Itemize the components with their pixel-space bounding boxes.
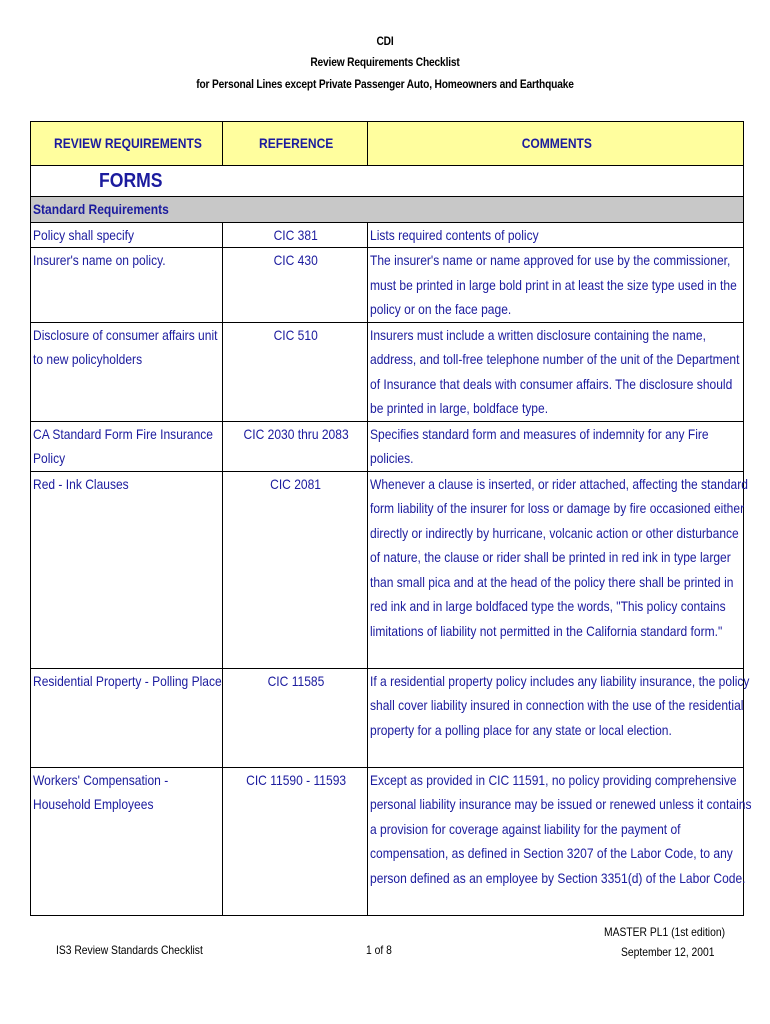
comment-line: a provision for coverage against liability for the payment of — [370, 820, 681, 837]
reference-code: CIC 2030 thru 2083 — [243, 425, 349, 442]
section-title: FORMS — [31, 166, 744, 197]
checklist-rows — [31, 222, 752, 915]
requirement-line: Disclosure of consumer affairs unit — [33, 326, 218, 343]
footer-edition: MASTER PL1 (1st edition) — [604, 925, 726, 939]
requirement-cell — [31, 767, 223, 915]
reference-code: CIC 510 — [273, 326, 319, 343]
table-row — [31, 471, 744, 668]
table-row — [31, 421, 744, 471]
reference-cell — [223, 421, 368, 471]
requirement-cell — [31, 222, 223, 248]
requirement-line: Policy shall specify — [33, 226, 135, 243]
section-row — [31, 166, 744, 197]
requirement-line: Red - Ink Clauses — [33, 475, 129, 492]
comment-line: The insurer's name or name approved for use by the commissioner, — [370, 252, 731, 268]
requirement-line: Workers' Compensation - — [33, 771, 169, 788]
table-row — [31, 248, 744, 323]
comment-line: limitations of liability not permitted in the California standard form." — [370, 622, 723, 639]
comments-cell — [368, 471, 748, 668]
comments-cell — [368, 222, 744, 248]
comment-line: directly or indirectly by hurricane, volcanic action or other disturbance — [370, 524, 739, 541]
reference-code: CIC 11590 - 11593 — [246, 771, 346, 788]
comment-line: Whenever a clause is inserted, or rider attached, affecting the standard — [370, 475, 748, 492]
comment-line: If a residential property policy includes any liability insurance, the policy — [370, 672, 750, 689]
comment-line: than small pica and at the head of the policy there shall be printed in — [370, 573, 734, 590]
comment-line: of nature, the clause or rider shall be printed in red ink in type larger — [370, 549, 731, 565]
doc-header-title: Review Requirements Checklist — [310, 55, 460, 69]
footer-doc-name: IS3 Review Standards Checklist — [56, 943, 203, 957]
requirement-line: Residential Property - Polling Place — [33, 672, 222, 689]
comments-cell — [368, 322, 744, 421]
comment-line: policies. — [370, 450, 414, 466]
comments-cell — [368, 668, 750, 767]
table-row — [31, 767, 744, 915]
col-header-reference: REFERENCE — [223, 122, 368, 166]
reference-code: CIC 2081 — [270, 475, 322, 492]
comment-line: be printed in large, boldface type. — [370, 400, 549, 416]
col-header-review: REVIEW REQUIREMENTS — [31, 122, 223, 166]
requirement-cell — [31, 248, 223, 323]
comment-line: Specifies standard form and measures of indemnity for any Fire — [370, 425, 709, 442]
subsection-title: Standard Requirements — [31, 197, 744, 223]
comment-line: of Insurance that deals with consumer affairs. The disclosure should — [370, 375, 733, 392]
table-row — [31, 322, 744, 421]
reference-cell — [223, 471, 368, 668]
comment-line: address, and toll-free telephone number of the unit of the Department — [370, 351, 740, 367]
requirement-line: Policy — [33, 450, 66, 466]
comment-line: shall cover liability insured in connection with the use of the residential — [370, 697, 744, 713]
reference-cell — [223, 322, 368, 421]
comment-line: Lists required contents of policy — [370, 226, 539, 243]
requirement-line: to new policyholders — [33, 351, 143, 367]
table-header-row — [31, 122, 744, 166]
comment-line: red ink and in large boldfaced type the words, "This policy contains — [370, 598, 726, 614]
footer-page-number: 1 of 8 — [366, 943, 392, 957]
doc-header-agency: CDI — [376, 34, 394, 48]
requirement-line: Household Employees — [33, 796, 154, 812]
subsection-row — [31, 197, 744, 223]
comment-line: person defined as an employee by Section 3351(d) of the Labor Code. — [370, 869, 746, 886]
table-row — [31, 668, 744, 767]
requirement-cell — [31, 668, 223, 767]
doc-header-subtitle: for Personal Lines except Private Passenger Auto, Homeowners and Earthquake — [196, 77, 574, 91]
comment-line: property for a polling place for any state or local election. — [370, 721, 672, 738]
requirement-cell — [31, 471, 223, 668]
reference-cell — [223, 248, 368, 323]
reference-code: CIC 11585 — [267, 672, 325, 689]
comment-line: policy or on the face page. — [370, 301, 512, 317]
comment-line: compensation, as defined in Section 3207 of the Labor Code, to any — [370, 845, 733, 861]
comments-cell — [368, 767, 752, 915]
comments-cell — [368, 248, 744, 323]
checklist-table — [30, 121, 752, 916]
reference-cell — [223, 222, 368, 248]
comment-line: must be printed in large bold print in at least the size type used in the — [370, 276, 737, 293]
requirement-cell — [31, 322, 223, 421]
comment-line: personal liability insurance may be issued or renewed unless it contains — [370, 796, 752, 812]
reference-cell — [223, 767, 368, 915]
requirement-line: CA Standard Form Fire Insurance — [33, 425, 214, 442]
col-header-comments: COMMENTS — [368, 122, 744, 166]
requirement-cell — [31, 421, 223, 471]
comment-line: Except as provided in CIC 11591, no policy providing comprehensive — [370, 771, 737, 788]
comment-line: Insurers must include a written disclosure containing the name, — [370, 326, 706, 343]
table-row — [31, 222, 744, 248]
reference-cell — [223, 668, 368, 767]
reference-code: CIC 430 — [273, 252, 319, 268]
reference-code: CIC 381 — [273, 226, 319, 243]
comments-cell — [368, 421, 744, 471]
requirement-line: Insurer's name on policy. — [33, 252, 166, 268]
footer-date: September 12, 2001 — [621, 945, 715, 959]
comment-line: form liability of the insurer for loss or damage by fire occasioned either — [370, 500, 745, 516]
